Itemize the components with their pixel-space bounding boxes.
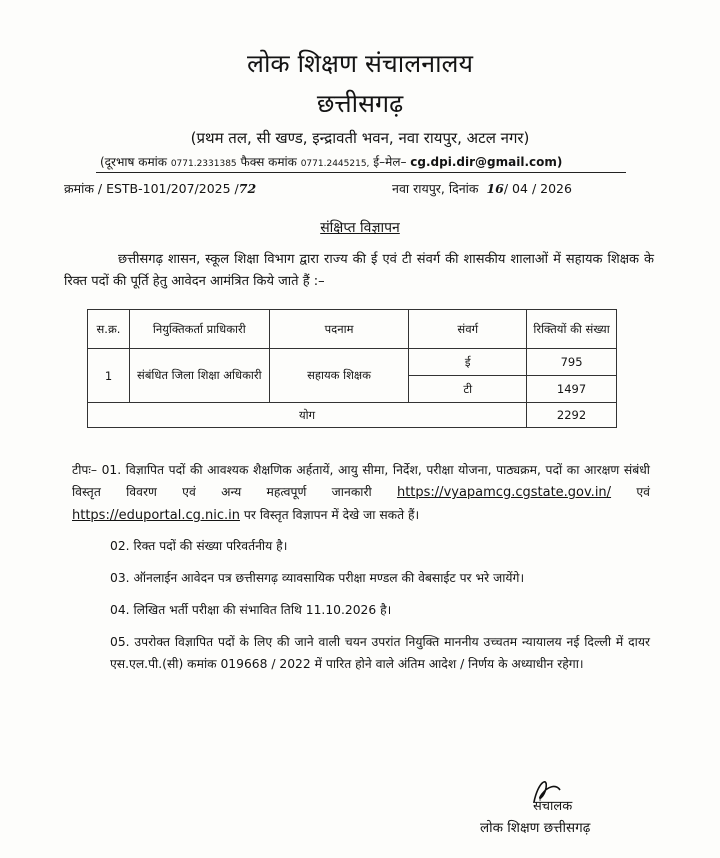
email-address: cg.dpi.dir@gmail.com) — [410, 155, 563, 169]
header-vacancies: रिक्तियों की संख्या — [527, 310, 617, 349]
header-serial: स.क्र. — [88, 310, 130, 349]
eduportal-link[interactable]: https://eduportal.cg.nic.in — [72, 508, 240, 523]
contact-line — [100, 153, 620, 170]
note-item: 05. उपरोक्त विज्ञापित पदों के लिए की जाने वाली चयन उपरांत नियुक्ति माननीय उच्चतम न्यायालय नई दिल्ली में दायर एस.एल.पी.(सी) कमांक 019668 / 2022 में पारित होने वाले अंतिम आदेश / निर्णय के अध्याधीन रहेगा। — [110, 635, 650, 671]
handwritten-number: 72 — [238, 181, 257, 196]
notes-section — [72, 459, 650, 685]
signatory-office: लोक शिक्षण छत्तीसगढ़ — [480, 820, 591, 836]
cell-authority: संबंधित जिला शिक्षा अधिकारी — [129, 349, 269, 403]
note-1-text: 01. विज्ञापित पदों की आवश्यक शैक्षणिक अर्हतायें, आयु सीमा, निर्देश, परीक्षा योजना, पाठ्यक्रम, पदों का आरक्षण संबंधी विस्तृत विवरण एवं अन्य महत्वपूर्ण जानकारी — [72, 463, 650, 499]
fax-label: फैक्स कमांक — [240, 155, 297, 169]
note-item: 03. ऑनलाईन आवेदन पत्र छत्तीसगढ़ व्यावसायिक परीक्षा मण्डल की वेबसाईट पर भरे जायेंगे। — [110, 571, 525, 585]
notes-lead: टीपः– — [72, 463, 97, 477]
office-title: लोक शिक्षण संचालनालय — [247, 49, 473, 78]
total-value: 2292 — [527, 403, 617, 428]
intro-paragraph: छत्तीसगढ़ शासन, स्कूल शिक्षा विभाग द्वारा राज्य की ई एवं टी संवर्ग की शासकीय शालाओं में सहायक शिक्षक के रिक्त पदों की पूर्ति हेतु आवेदन आमंत्रित किये जाते हैं :– — [64, 252, 654, 289]
cell-count: 795 — [527, 349, 617, 376]
note-1-tail: पर विस्तृत विज्ञापन में देखे जा सकते हैं। — [243, 508, 420, 522]
vyapam-link[interactable]: https://vyapamcg.cgstate.gov.in/ — [396, 485, 612, 500]
note-item: 02. रिक्त पदों की संख्या परिवर्तनीय है। — [110, 539, 288, 553]
date-label: नवा रायपुर, दिनांक — [392, 181, 479, 196]
note-1-conjunction: एवं — [636, 485, 650, 499]
reference-number — [64, 180, 256, 197]
cell-cadre: ई — [409, 349, 527, 376]
cell-serial: 1 — [88, 349, 130, 403]
signatory-designation: संचालक — [533, 799, 573, 814]
table-row — [88, 349, 617, 376]
header-divider — [96, 172, 626, 173]
cell-count: 1497 — [527, 376, 617, 403]
table-total-row — [88, 403, 617, 428]
note-item — [72, 459, 650, 527]
cell-post: सहायक शिक्षक — [269, 349, 409, 403]
issue-date — [392, 180, 572, 197]
cell-cadre: टी — [409, 376, 527, 403]
fax-number: 0771.2445215, — [300, 159, 370, 169]
state-title: छत्तीसगढ़ — [316, 89, 404, 118]
notice-heading: संक्षिप्त विज्ञापन — [320, 220, 400, 236]
header-authority: नियुक्तिकर्ता प्राधिकारी — [129, 310, 269, 349]
phone-number: 0771.2331385 — [170, 159, 237, 169]
phone-label: (दूरभाष कमांक — [100, 155, 167, 169]
total-label: योग — [88, 403, 527, 428]
header-post: पदनाम — [269, 310, 409, 349]
vacancy-table — [87, 309, 617, 428]
table-header-row — [88, 310, 617, 349]
note-item: 04. लिखित भर्ती परीक्षा की संभावित तिथि 11.10.2026 है। — [110, 603, 392, 617]
reference-label: क्रमांक / ESTB-101/207/2025 / — [64, 181, 239, 196]
office-address: (प्रथम तल, सी खण्ड, इन्द्रावती भवन, नवा रायपुर, अटल नगर) — [190, 129, 530, 147]
header-cadre: संवर्ग — [409, 310, 527, 349]
email-label: ई–मेल– — [373, 155, 407, 169]
date-day: 16 — [486, 181, 504, 196]
date-month-year: / 04 / 2026 — [503, 181, 572, 196]
